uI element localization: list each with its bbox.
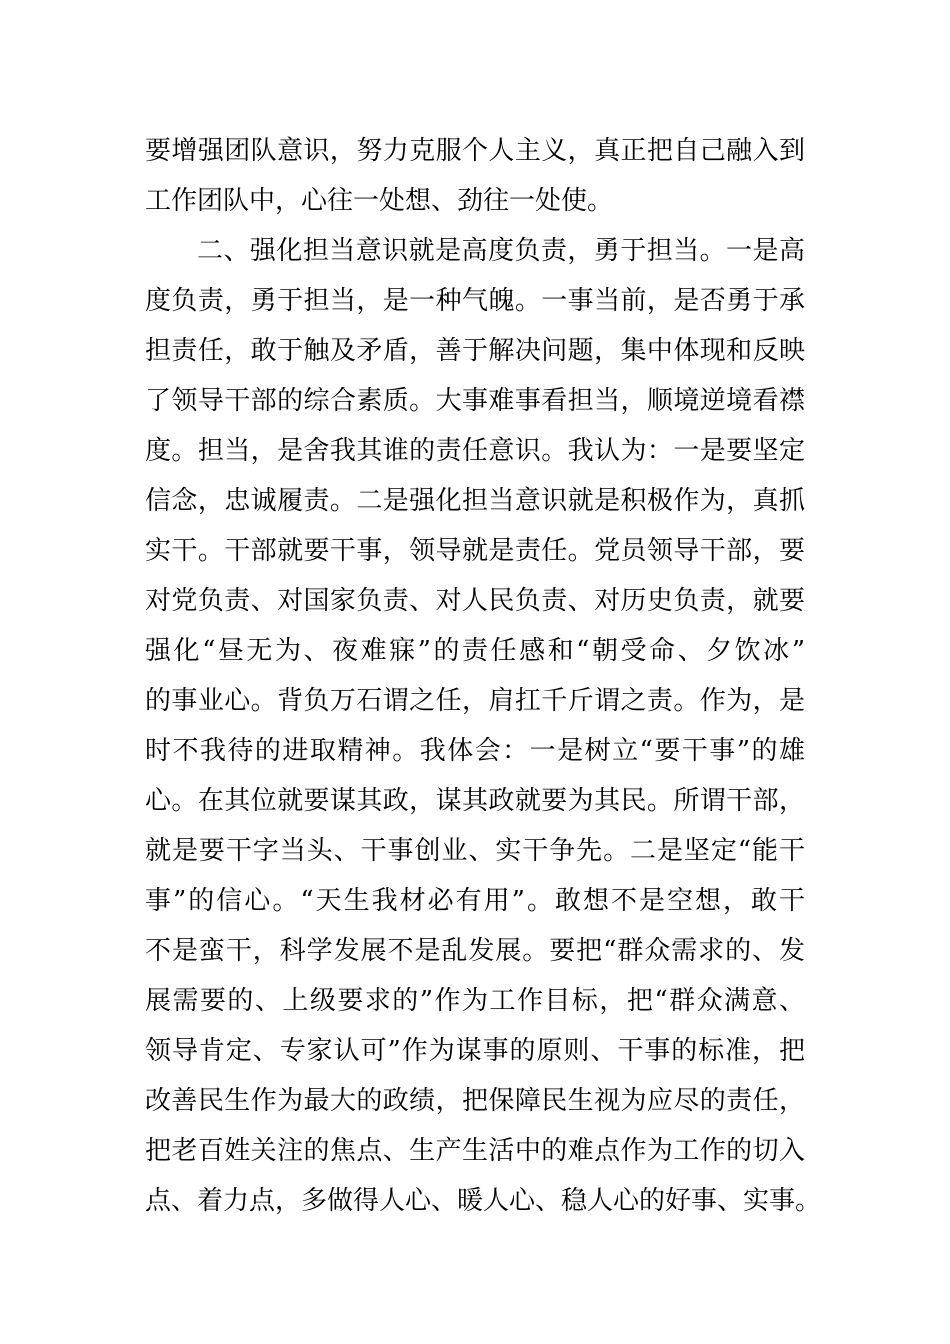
text-line: 时不我待的进取精神。我体会：一是树立“要干事”的雄 — [145, 736, 805, 766]
text-line: 实干。干部就要干事，领导就是责任。党员领导干部，要 — [145, 536, 805, 566]
text-line: 强化“昼无为、夜难寐”的责任感和“朝受命、夕饮冰” — [145, 636, 805, 666]
text-line: 度负责，勇于担当，是一种气魄。一事当前，是否勇于承 — [145, 286, 805, 316]
text-line: 不是蛮干，科学发展不是乱发展。要把“群众需求的、发 — [145, 936, 805, 966]
text-line: 信念，忠诚履责。二是强化担当意识就是积极作为，真抓 — [145, 486, 805, 516]
text-line: 领导肯定、专家认可”作为谋事的原则、干事的标准，把 — [145, 1036, 805, 1066]
text-line: 了领导干部的综合素质。大事难事看担当，顺境逆境看襟 — [145, 386, 805, 416]
text-line: 度。担当，是舍我其谁的责任意识。我认为：一是要坚定 — [145, 436, 805, 466]
paragraph-first-line: 二、强化担当意识就是高度负责，勇于担当。一是高 — [197, 236, 805, 266]
text-line: 点、着力点，多做得人心、暖人心、稳人心的好事、实事。 — [145, 1186, 822, 1216]
text-line: 事”的信心。“天生我材必有用”。敢想不是空想，敢干 — [145, 886, 805, 916]
text-line: 展需要的、上级要求的”作为工作目标，把“群众满意、 — [145, 986, 805, 1016]
text-line: 工作团队中，心往一处想、劲往一处使。 — [145, 186, 614, 216]
text-line: 改善民生作为最大的政绩，把保障民生视为应尽的责任， — [145, 1086, 805, 1116]
body-text — [145, 126, 822, 1226]
text-line: 要增强团队意识，努力克服个人主义，真正把自己融入到 — [145, 136, 805, 166]
text-line: 心。在其位就要谋其政，谋其政就要为其民。所谓干部， — [145, 786, 805, 816]
text-line: 把老百姓关注的焦点、生产生活中的难点作为工作的切入 — [145, 1136, 805, 1166]
text-line: 担责任，敢于触及矛盾，善于解决问题，集中体现和反映 — [145, 336, 805, 366]
text-line: 的事业心。背负万石谓之任，肩扛千斤谓之责。作为，是 — [145, 686, 805, 716]
text-line: 对党负责、对国家负责、对人民负责、对历史负责，就要 — [145, 586, 805, 616]
text-line: 就是要干字当头、干事创业、实干争先。二是坚定“能干 — [145, 836, 805, 866]
